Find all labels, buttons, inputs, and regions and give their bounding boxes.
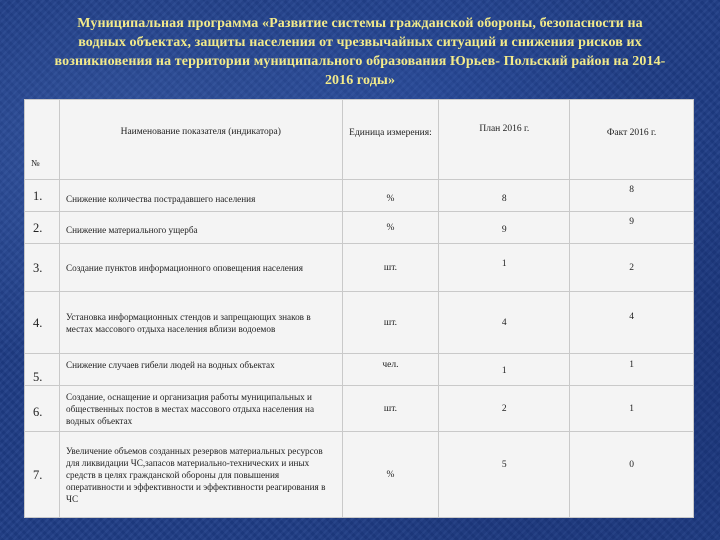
row-num: 6.: [25, 386, 60, 432]
row-fact: 8: [570, 180, 694, 212]
row-num: 4.: [25, 292, 60, 354]
table-row: [25, 180, 694, 212]
row-name: Увеличение объемов созданных резервов материальных ресурсов для ликвидации ЧС,запасов материально-технических и иных средств в целях гражданской обороны для повышения оперативности и эффективности и эффективности реагирования в ЧС: [59, 432, 342, 518]
row-unit: шт.: [342, 292, 439, 354]
row-name: Создание, оснащение и организация работы муниципальных и общественных постов в местах массового отдыха населения на водных объектах: [59, 386, 342, 432]
header-name: Наименование показателя (индикатора): [59, 100, 342, 180]
row-plan: 1: [439, 354, 570, 386]
row-fact: 1: [570, 386, 694, 432]
row-name: Снижение материального ущерба: [59, 212, 342, 244]
title-line-1: Муниципальная программа «Развитие системы гражданской обороны, безопасности на: [77, 16, 643, 31]
table-row: [25, 212, 694, 244]
row-name: Создание пунктов информационного оповещения населения: [59, 244, 342, 292]
header-fact: Факт 2016 г.: [570, 100, 694, 180]
row-plan: 9: [439, 212, 570, 244]
table-row: [25, 244, 694, 292]
row-fact: 4: [570, 292, 694, 354]
header-plan: План 2016 г.: [439, 100, 570, 180]
row-plan: 4: [439, 292, 570, 354]
row-fact: 0: [570, 432, 694, 518]
table-row: [25, 292, 694, 354]
row-num: 5.: [25, 354, 60, 386]
row-name: Снижение случаев гибели людей на водных объектах: [59, 354, 342, 386]
row-num: 7.: [25, 432, 60, 518]
row-fact: 1: [570, 354, 694, 386]
row-name: Снижение количества пострадавшего населения: [59, 180, 342, 212]
indicators-table: [24, 99, 694, 518]
row-unit: %: [342, 180, 439, 212]
row-num: 2.: [25, 212, 60, 244]
row-fact: 2: [570, 244, 694, 292]
row-num: 3.: [25, 244, 60, 292]
row-name: Установка информационных стендов и запрещающих знаков в местах массового отдыха населения вблизи водоемов: [59, 292, 342, 354]
title-line-2: водных объектах, защиты населения от чрезвычайных ситуаций и снижения рисков их: [78, 35, 642, 50]
header-num: №: [25, 100, 60, 180]
row-unit: шт.: [342, 244, 439, 292]
row-plan: 8: [439, 180, 570, 212]
header-row: [25, 100, 694, 180]
row-unit: чел.: [342, 354, 439, 386]
row-unit: %: [342, 212, 439, 244]
row-plan: 5: [439, 432, 570, 518]
slide-title: [0, 14, 720, 90]
table-row: [25, 354, 694, 386]
table-row: [25, 386, 694, 432]
row-unit: шт.: [342, 386, 439, 432]
header-unit: Единица измерения:: [342, 100, 439, 180]
title-line-3: возникновения на территории муниципального образования Юрьев- Польский район на 2014-: [54, 54, 666, 69]
table-row: [25, 432, 694, 518]
row-unit: %: [342, 432, 439, 518]
row-plan: 2: [439, 386, 570, 432]
row-fact: 9: [570, 212, 694, 244]
title-line-4: 2016 годы»: [324, 73, 396, 88]
row-num: 1.: [25, 180, 60, 212]
row-plan: 1: [439, 244, 570, 292]
